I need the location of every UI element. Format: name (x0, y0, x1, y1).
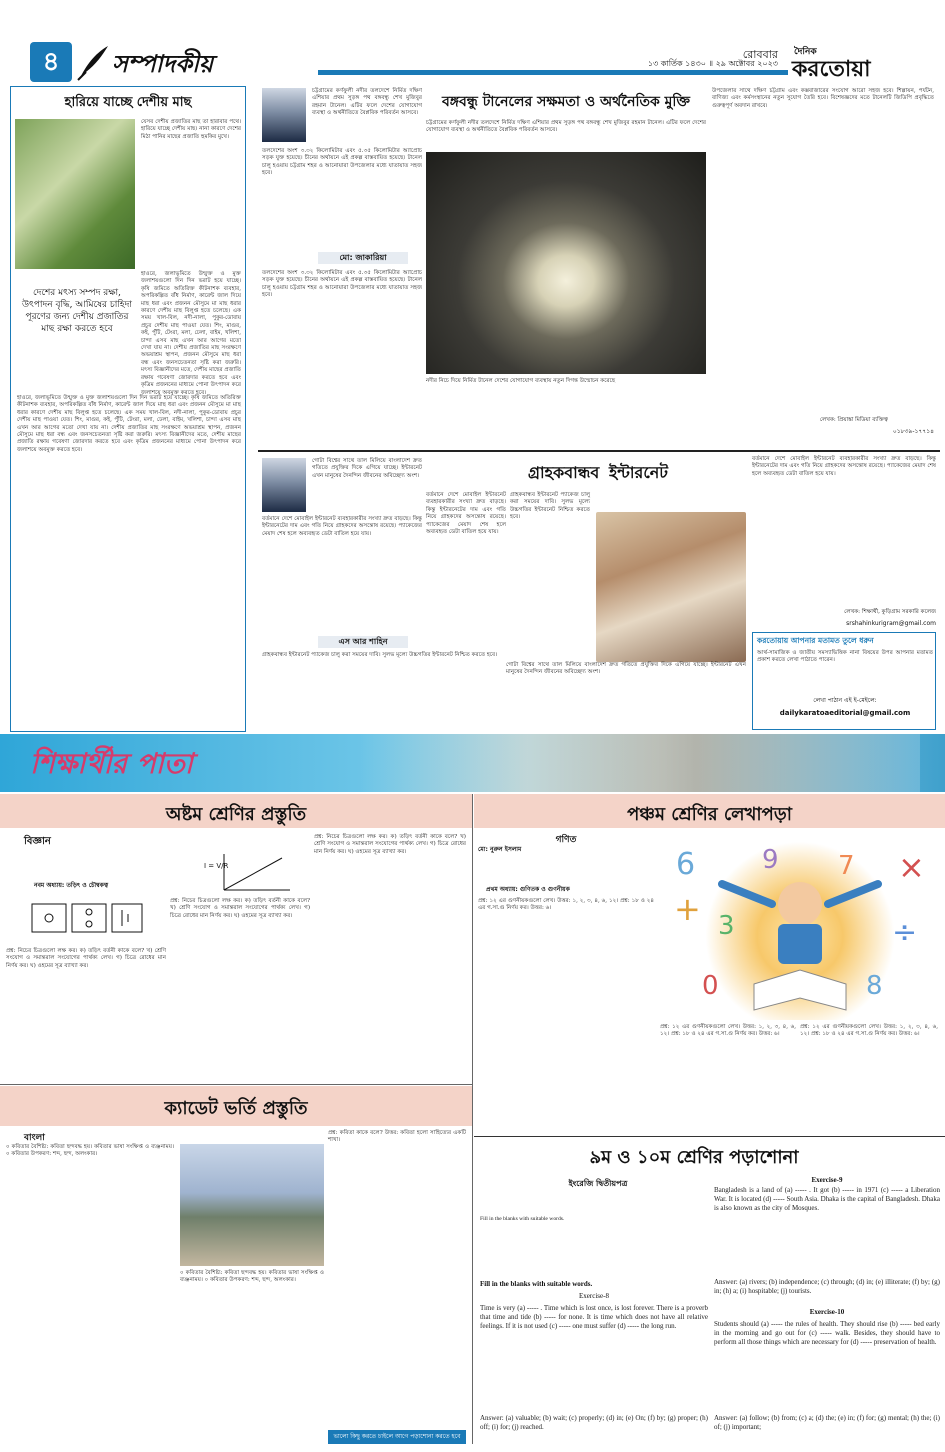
cadet-photo (180, 1144, 324, 1266)
class8-body-left: প্রশ্ন: নিচের চিত্রগুলো লক্ষ কর। ক) তড়িৎ বর্তনী কাকে বলে? খ) শ্রেণি সংযোগ ও সমান্তরাল সংযোগের পার্থক্য লেখ। গ) চিত্রে রোধের মান নির্ণয় কর। ঘ) ওহমের সূত্র ব্যাখ্যা কর। (6, 948, 166, 969)
class910-header (474, 1136, 945, 1174)
internet-title: গ্রাহকবান্ধব ইন্টারনেট (527, 463, 669, 482)
tunnel-article (258, 86, 940, 448)
cadet-questions: প্রশ্ন: কবিতা কাকে বলে? উত্তর: কবিতা হলো সাহিত্যের একটি শাখা। (328, 1130, 466, 1144)
internet-writer: লেখক: শিক্ষার্থী, কুড়িগ্রাম সরকারি কলেজ (844, 609, 936, 615)
class5-body-right: প্রশ্ন: ১২ এর গুণনীয়কগুলো লেখ। উত্তর: ১, ২, ৩, ৪, ৬, ১২। প্রশ্ন: ১৮ ও ২৪ এর গ.সা.গু নির্ণয় কর। উত্তর: ৬। (800, 1024, 938, 1038)
fish-body: হাওরে, জলাভূমিতে উন্মুক্ত ও মুক্ত জলাশয়গুলো দিন দিন ভরাট হয়ে যাচ্ছে। কৃষি জমিতে অতিরিক্ত কীটনাশক ব্যবহার, অপরিকল্পিত বাঁধ নির্মাণ, কারেন্ট জাল দিয়ে মাছ ধরা এবং প্রজনন মৌসুমে মা মাছ ধরার কারণে দেশীয় মাছ বিলুপ্ত হতে চলেছে। এক সময় খাল-বিল, নদী-নালা, পুকুর-ডোবায় প্রচুর দেশীয় মাছ পাওয়া যেত। শিং, মাগুর, কই, পুঁটি, টেংরা, মলা, ঢেলা, বাইম, খলিশা, চান্দা এসব মাছ এখন আর আগের মতো দেখা যায় না। দেশীয় প্রজাতির মাছ সংরক্ষণে অভয়াশ্রম স্থাপন, প্রজনন মৌসুমে মাছ ধরা বন্ধ এবং জনসচেতনতা সৃষ্টি করা জরুরি। মৎস্য বিজ্ঞানীদের মতে, দেশীয় মাছের প্রজাতি রক্ষায় গবেষণা জোরদার করতে হবে এবং কৃত্রিম প্রজননের মাধ্যমে পোনা উৎপাদন করে জলাশয়ে অবমুক্ত করতে হবে। (17, 395, 241, 453)
ex8-text: Time is very (a) ----- . Time which is lost once, is lost forever. There is a proverb that time and tide (b) ----- for none. It is time which does not have all relative feelings. If it is not used (c) ----- one must suffer (d) ----- the long run. (480, 1304, 708, 1330)
ex9-text: Bangladesh is a land of (a) ----- . It got (b) ----- in 1971 (c) ----- a Liberation War. It is located (d) ----- South Asia. Dhaka is the capital of Bangladesh. Dhaka is also known as the city of Mosques. (714, 1186, 940, 1212)
header-date: ১৩ কার্তিক ১৪৩০ ॥ ২৯ অক্টোবর ২০২৩ (647, 59, 778, 68)
tunnel-phone: ০১৮৩৯-১৭৭১৪ (892, 428, 934, 435)
tunnel-body-1: চট্টগ্রামের কর্ণফুলী নদীর তলদেশে নির্মিত দক্ষিণ এশিয়ার প্রথম সুড়ঙ্গ পথ বঙ্গবন্ধু শেখ মুজিবুর রহমান টানেল। এটির ফলে দেশের যোগাযোগ ব্যবস্থা ও অর্থনীতিতে বৈপ্লবিক পরিবর্তন আসবে। (312, 88, 422, 117)
paper-logo: করতোয়া (792, 57, 871, 82)
svg-text:9: 9 (762, 845, 779, 875)
internet-body-2: বর্তমানে দেশে মোবাইল ইন্টারনেট ব্যবহারকারীর সংখ্যা দ্রুত বাড়ছে। কিন্তু ইন্টারনেটের দাম এবং গতি নিয়ে গ্রাহকদের অসন্তোষ রয়েছে। প্যাকেজের মেয়াদ শেষ হলে অব্যবহৃত ডেটা বাতিল হয়ে যায়। (262, 516, 422, 537)
internet-article (258, 450, 940, 732)
class8-chapter: নবম অধ্যায়: তড়িৎ ও চৌম্বকত্ব (34, 882, 109, 889)
internet-body-1: গোটা বিশ্বের সাথে তাল মিলিয়ে বাংলাদেশ দ্রুত গতিতে প্রযুক্তির দিকে এগিয়ে যাচ্ছে। ইন্টারনেট এখন মানুষের দৈনন্দিন জীবনের অবিচ্ছেদ্য অংশ। (312, 458, 422, 479)
page-number: ৪ (30, 42, 72, 82)
tunnel-caption: নদীর নিচে দিয়ে নির্মিত টানেল দেশের যোগাযোগ ব্যবস্থায় নতুন দিগন্ত উন্মোচন করেছে (426, 378, 616, 384)
class5-subject: গণিত (555, 835, 577, 845)
tunnel-body-2: তলদেশের অংশ ৩.৩২ কিলোমিটার এবং ৫.৩৫ কিলোমিটার অ্যাপ্রোচ সড়ক যুক্ত হয়েছে। চীনের অর্থায়নে এই প্রকল্প বাস্তবায়িত হয়েছে। টানেল চালু হওয়ায় চট্টগ্রাম শহর ও আনোয়ারা উপজেলার মধ্যে যাতায়াত সহজ হবে। (262, 270, 422, 299)
fish-photo (15, 119, 135, 269)
fish-quote: দেশের মৎস্য সম্পদ রক্ষা, উৎপাদন বৃদ্ধি, আমিষের চাহিদা পূরণের জন্য দেশীয় প্রজাতির মাছ রক্ষা করতে হবে (22, 288, 132, 334)
tunnel-title: বঙ্গবন্ধু টানেলের সক্ষমতা ও অর্থনৈতিক মুক্তি (441, 94, 691, 110)
ex10-text: Students should (a) ----- the rules of health. They should rise (b) ----- bed early in the morning and go out for (c) ----- walk. Besides, they should have to perform all those things which are necessary for (d) ----- preservation of health. (714, 1320, 940, 1346)
fish-title: হারিয়ে যাচ্ছে দেশীয় মাছ (64, 95, 192, 110)
class910-title: ৯ম ও ১০ম শ্রেণির পড়াশোনা (589, 1147, 799, 1168)
author-photo (262, 88, 306, 142)
cadet-footnote: ভালো কিছু করতে চাইলে আগে পড়াশোনা করতে হবে (328, 1430, 466, 1444)
ex9-label: Exercise-9 (811, 1176, 843, 1184)
section-title: সম্পাদকীয় (112, 50, 214, 78)
tunnel-lede: চট্টগ্রামের কর্ণফুলী নদীর তলদেশে নির্মিত দক্ষিণ এশিয়ার প্রথম সুড়ঙ্গ পথ বঙ্গবন্ধু শেখ মুজিবুর রহমান টানেল। এটির ফলে দেশের যোগাযোগ ব্যবস্থা ও অর্থনীতিতে বৈপ্লবিক পরিবর্তন আসবে। (426, 120, 706, 134)
class910-subject: ইংরেজি দ্বিতীয়পত্র (568, 1179, 628, 1188)
class5-body-mid: প্রশ্ন: ১২ এর গুণনীয়কগুলো লেখ। উত্তর: ১, ২, ৩, ৪, ৬, ১২। প্রশ্ন: ১৮ ও ২৪ এর গ.সা.গু নির্ণয় কর। উত্তর: ৬। (660, 1024, 796, 1038)
cadet-subject: বাংলা (24, 1133, 45, 1143)
math-illustration (662, 834, 938, 1020)
class8-title: অষ্টম শ্রেণির প্রস্তুতি (165, 804, 307, 825)
class5-author: মো: নুরুল ইসলাম (478, 846, 522, 853)
internet-photo (596, 512, 746, 662)
students-banner-title: শিক্ষার্থীর পাতা (30, 747, 193, 780)
tunnel-right: উপজেলার সাথে দক্ষিণ চট্টগ্রাম এবং কক্সবাজারের সংযোগ আরো সহজ হবে। শিল্পায়ন, পর্যটন, বাণিজ্য এবং কর্মসংস্থানের নতুন সুযোগ তৈরি হবে। বিশেষজ্ঞদের মতে টানেলটি জিডিপি প্রবৃদ্ধিতে গুরুত্বপূর্ণ অবদান রাখবে। (712, 88, 934, 109)
class8-subject: বিজ্ঞান (24, 836, 51, 847)
callout-body: আর্থ-সামাজিক ও জাতীয় সমস্যাভিত্তিক নানা বিষয়ের উপর আপনার মতামত প্রকাশ করতে লেখা পাঠাতে পারেন। (757, 650, 933, 664)
author-email: srshahinkurigram@gmail.com (846, 620, 936, 627)
cadet-body-mid: ০ কবিতার বৈশিষ্ট্য: কবিতা ছন্দবদ্ধ হয়। কবিতার ভাষা সংক্ষিপ্ত ও ব্যঞ্জনাময়। ০ কবিতার উপকরণ: শব্দ, ছন্দ, অলংকার। (180, 1270, 324, 1284)
fish-article (10, 86, 246, 732)
ex10-answer: Answer: (a) follow; (b) from; (c) a; (d) the; (e) in; (f) for; (g) mental; (h) the; (i) of; (j) important; (714, 1414, 940, 1431)
author-photo-2 (262, 458, 306, 512)
fill-blank-heading: Fill in the blanks with suitable words. (480, 1280, 593, 1288)
internet-col-c: গোটা বিশ্বের সাথে তাল মিলিয়ে বাংলাদেশ দ্রুত গতিতে প্রযুক্তির দিকে এগিয়ে যাচ্ছে। ইন্টারনেট এখন মানুষের দৈনন্দিন জীবনের অবিচ্ছেদ্য অংশ। (506, 662, 746, 676)
cadet-title: ক্যাডেট ভর্তি প্রস্তুতি (164, 1098, 308, 1119)
class8-header (0, 794, 472, 828)
class8-content (4, 832, 468, 1082)
svg-text:6: 6 (676, 847, 696, 882)
ex8-label: Exercise-8 (579, 1292, 609, 1300)
class8-graph (194, 850, 294, 896)
internet-col-a: বর্তমানে দেশে মোবাইল ইন্টারনেট ব্যবহারকারীর সংখ্যা দ্রুত বাড়ছে। কিন্তু ইন্টারনেটের দাম এবং গতি নিয়ে গ্রাহকদের অসন্তোষ রয়েছে। প্যাকেজের মেয়াদ শেষ হলে অব্যবহৃত ডেটা বাতিল হয়ে যায়। (426, 492, 506, 536)
callout-email[interactable]: dailykaratoaeditorial@gmail.com (779, 709, 911, 717)
cadet-content (4, 1130, 468, 1448)
callout-title: করতোয়ায় আপনার মতামত তুলে ধরুন (757, 636, 874, 645)
ex10-label: Exercise-10 (809, 1308, 845, 1316)
header-day: রোববার (742, 48, 778, 61)
tunnel-body-1b: তলদেশের অংশ ৩.৩২ কিলোমিটার এবং ৫.৩৫ কিলোমিটার অ্যাপ্রোচ সড়ক যুক্ত হয়েছে। চীনের অর্থায়নে এই প্রকল্প বাস্তবায়িত হয়েছে। টানেল চালু হওয়ায় চট্টগ্রাম শহর ও আনোয়ারা উপজেলার মধ্যে যাতায়াত সহজ হবে। (262, 148, 422, 177)
divider-horizontal (0, 1084, 472, 1085)
tunnel-photo (426, 152, 706, 374)
divider-vertical (472, 794, 473, 1444)
class5-chapter: প্রথম অধ্যায়: গুণিতক ও গুণনীয়ক (486, 886, 570, 893)
cadet-header (0, 1086, 472, 1126)
ex8-answer: Answer: (a) valuable; (b) wait; (c) properly; (d) in; (e) On; (f) by; (g) proper; (h) off; (i) for; (j) reached. (480, 1414, 708, 1431)
fish-body-upper: হাওরে, জলাভূমিতে উন্মুক্ত ও মুক্ত জলাশয়গুলো দিন দিন ভরাট হয়ে যাচ্ছে। কৃষি জমিতে অতিরিক্ত কীটনাশক ব্যবহার, অপরিকল্পিত বাঁধ নির্মাণ, কারেন্ট জাল দিয়ে মাছ ধরা এবং প্রজনন মৌসুমে মা মাছ ধরার কারণে দেশীয় মাছ বিলুপ্ত হতে চলেছে। এক সময় খাল-বিল, নদী-নালা, পুকুর-ডোবায় প্রচুর দেশীয় মাছ পাওয়া যেত। শিং, মাগুর, কই, পুঁটি, টেংরা, মলা, ঢেলা, বাইম, খলিশা, চান্দা এসব মাছ এখন আর আগের মতো দেখা যায় না। দেশীয় প্রজাতির মাছ সংরক্ষণে অভয়াশ্রম স্থাপন, প্রজনন মৌসুমে মাছ ধরা বন্ধ এবং জনসচেতনতা সৃষ্টি করা জরুরি। মৎস্য বিজ্ঞানীদের মতে, দেশীয় মাছের প্রজাতি রক্ষায় গবেষণা জোরদার করতে হবে এবং কৃত্রিম প্রজননের মাধ্যমে পোনা উৎপাদন করে জলাশয়ে অবমুক্ত করতে হবে। (141, 271, 241, 396)
class8-formula: I = V/R (204, 862, 229, 870)
svg-text:7: 7 (838, 851, 855, 881)
internet-byline: এস আর শাহিন (318, 636, 408, 648)
banner-photo (360, 734, 920, 792)
internet-col-b: গ্রাহকবান্ধব ইন্টারনেট প্যাকেজ চালু করা সময়ের দাবি। সুলভ মূল্যে উচ্চগতির ইন্টারনেট নিশ্চিত করতে হবে। (510, 492, 590, 521)
page-header (28, 40, 918, 84)
svg-text:3: 3 (718, 911, 735, 941)
internet-right: বর্তমানে দেশে মোবাইল ইন্টারনেট ব্যবহারকারীর সংখ্যা দ্রুত বাড়ছে। কিন্তু ইন্টারনেটের দাম এবং গতি নিয়ে গ্রাহকদের অসন্তোষ রয়েছে। প্যাকেজের মেয়াদ শেষ হলে অব্যবহৃত ডেটা বাতিল হয়ে যায়। (752, 456, 936, 477)
class8-body-right: প্রশ্ন: নিচের চিত্রগুলো লক্ষ কর। ক) তড়িৎ বর্তনী কাকে বলে? খ) শ্রেণি সংযোগ ও সমান্তরাল সংযোগের পার্থক্য লেখ। গ) চিত্রে রোধের মান নির্ণয় কর। ঘ) ওহমের সূত্র ব্যাখ্যা কর। (314, 834, 466, 855)
cadet-body-left: ০ কবিতার বৈশিষ্ট্য: কবিতা ছন্দবদ্ধ হয়। কবিতার ভাষা সংক্ষিপ্ত ও ব্যঞ্জনাময়। ০ কবিতার উপকরণ: শব্দ, ছন্দ, অলংকার। (6, 1144, 174, 1158)
paper-logo-small: দৈনিক (794, 47, 817, 57)
class5-body-left: প্রশ্ন: ১২ এর গুণনীয়কগুলো লেখ। উত্তর: ১, ২, ৩, ৪, ৬, ১২। প্রশ্ন: ১৮ ও ২৪ এর গ.সা.গু নির্ণয় কর। উত্তর: ৬। (478, 898, 654, 912)
svg-text:×: × (898, 848, 925, 886)
class910-content (478, 1176, 942, 1448)
circuit-diagram (28, 898, 148, 942)
svg-text:8: 8 (866, 971, 883, 1001)
header-rule (318, 70, 788, 75)
class5-header (474, 794, 945, 828)
quill-feather-icon (76, 42, 110, 82)
class5-title: পঞ্চম শ্রেণির লেখাপড়া (627, 804, 792, 825)
svg-text:÷: ÷ (892, 915, 918, 950)
fish-intro: যেসব দেশীয় প্রজাতির মাছ তা হারাবার পথে। হারিয়ে যাচ্ছে দেশীয় মাছ। নানা কারণে দেশের মিঠা পানির মাছের প্রজাতি হুমকির মুখে। (141, 119, 241, 140)
svg-text:+: + (674, 890, 701, 928)
callout-send: লেখা পাঠান এই ই-মেইলে: (813, 697, 877, 704)
class5-content (476, 832, 942, 1132)
opinion-callout (752, 632, 936, 730)
students-banner (0, 734, 945, 792)
class8-body-mid: প্রশ্ন: নিচের চিত্রগুলো লক্ষ কর। ক) তড়িৎ বর্তনী কাকে বলে? খ) শ্রেণি সংযোগ ও সমান্তরাল সংযোগের পার্থক্য লেখ। গ) চিত্রে রোধের মান নির্ণয় কর। ঘ) ওহমের সূত্র ব্যাখ্যা কর। (170, 898, 310, 919)
class910-intro: Fill in the blanks with suitable words. (480, 1216, 565, 1222)
tunnel-byline: মো: জাকারিয়া (318, 252, 408, 264)
tunnel-signoff: লেখক: প্রিয়াঙ্কা মিডিয়া ব্যক্তিত্ব (819, 417, 888, 423)
internet-body-3: গ্রাহকবান্ধব ইন্টারনেট প্যাকেজ চালু করা সময়ের দাবি। সুলভ মূল্যে উচ্চগতির ইন্টারনেট নিশ্চিত করতে হবে। (262, 652, 498, 658)
svg-text:0: 0 (702, 971, 719, 1001)
ex9-answer: Answer: (a) rivers; (b) independence; (c) through; (d) in; (e) illiterate; (f) by; (g) in; (h) a; (i) hospitable; (j) tourists. (714, 1278, 940, 1295)
